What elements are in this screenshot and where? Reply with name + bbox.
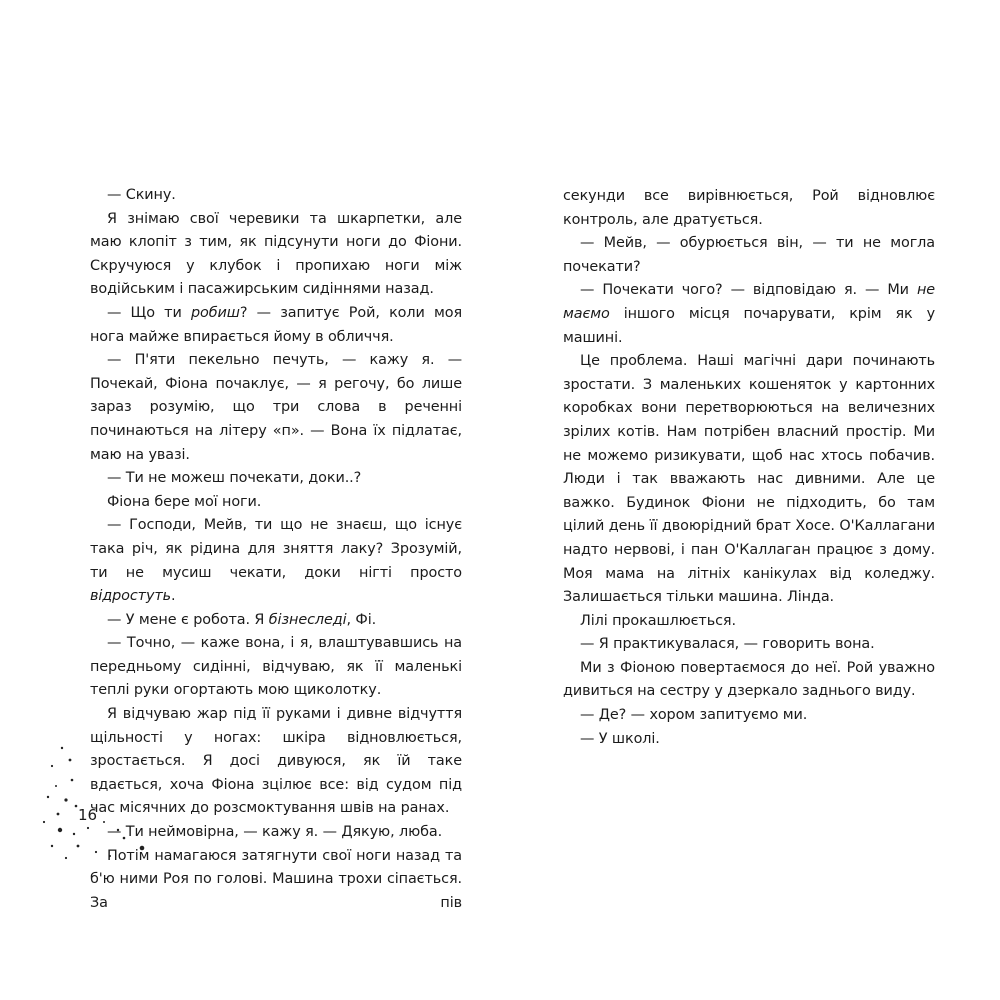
text-run: — Точно, — каже вона, і я, влаштувавшись на передньому сидінні, відчуваю, як її маленькі теплі руки огортають мою щиколотку. [90, 635, 462, 699]
text-run: — Я практикувалася, — говорить вона. [580, 636, 875, 653]
star-dot [43, 821, 45, 823]
italic-text: робиш [190, 304, 240, 321]
star-dot [65, 857, 67, 859]
paragraph [90, 632, 462, 703]
paragraph [90, 302, 462, 349]
paragraph [90, 208, 462, 302]
paragraph [90, 467, 462, 491]
page-number: 16 [78, 806, 98, 824]
paragraph [563, 232, 935, 279]
paragraph [90, 609, 462, 633]
text-run: Це проблема. Наші магічні дари починають зростати. З маленьких кошеняток у картонних коробках вони перетворюються на величезних зрілих котів. Нам потрібен власний простір. Ми не можемо ризикувати, щоб нас хтось побачив. Люди і так вважають нас дивними. Але це важко. Будинок Фіони не підходить, бо там цілий день її двоюрідний брат Хосе. О'Каллагани надто нервові, і пан О'Каллаган працює з дому. Моя мама на літніх канікулах від коледжу. Залишається тільки машина. Лінда. [563, 353, 935, 606]
paragraph [90, 821, 462, 845]
right-text-column [563, 185, 935, 751]
text-run: Ми з Фіоною повертаємося до неї. Рой уважно дивиться на сестру у дзеркало заднього виду. [563, 659, 935, 700]
star-dot [51, 845, 53, 847]
paragraph [563, 728, 935, 752]
text-run: Фіона бере мої ноги. [107, 493, 262, 510]
text-run: — Почекати чого? — відповідаю я. — Ми [580, 282, 917, 299]
italic-text: не маємо [563, 282, 935, 322]
paragraph [90, 845, 462, 916]
star-dot [47, 796, 49, 798]
star-dot [75, 805, 78, 808]
text-run: . [171, 588, 176, 605]
text-run: — Мейв, — обурюється він, — ти не могла почекати? [563, 235, 935, 275]
text-run: — П'яти пекельно печуть, — кажу я. — Почекай, Фіона почаклує, — я регочу, бо лише зараз розумію, що три слова в реченні починаються на літеру «п». — Вона їх підлатає, маю на увазі. [90, 352, 462, 463]
text-run: секунди все вирівнюється, Рой відновлює контроль, але дратується. [563, 188, 935, 228]
text-run: ? — запитує Рой, коли моя нога майже впирається йому в обличчя. [90, 304, 462, 345]
paragraph [90, 703, 462, 821]
text-run: Я відчуваю жар під її руками і дивне відчуття щільності у ногах: шкіра відновлюється, зростається. Я досі дивуюся, як їй таке вдається, хоча Фіона зцілює все: від судом під час місячних до розсмоктування швів на ранах. [90, 706, 462, 817]
star-dot [71, 779, 74, 782]
text-run: іншого місця почарувати, крім як у машині. [563, 305, 935, 346]
paragraph [563, 657, 935, 704]
paragraph [563, 633, 935, 657]
paragraph [90, 491, 462, 515]
paragraph [563, 279, 935, 350]
text-run: Лілі прокашлюється. [580, 612, 736, 629]
italic-text: бізнеследі [268, 611, 347, 628]
paragraph [563, 185, 935, 232]
star-dot [77, 845, 80, 848]
text-run: — Де? — хором запитуємо ми. [580, 707, 808, 724]
paragraph [563, 704, 935, 728]
text-run: , Фі. [346, 611, 377, 628]
star-dot [73, 833, 75, 835]
paragraph [90, 514, 462, 608]
text-run: Я знімаю свої черевики та шкарпетки, але маю клопіт з тим, як підсунути ноги до Фіони. Скручуюся у клубок і пропихаю ноги між водійським і пасажирським сидіннями назад. [90, 210, 462, 298]
text-run: — У школі. [580, 730, 660, 747]
star-dot [55, 785, 57, 787]
text-run: — Ти неймовірна, — кажу я. — Дякую, люба. [107, 824, 443, 841]
text-run: — Господи, Мейв, ти що не знаєш, що існує така річ, як рідина для зняття лаку? Зрозумій, ти не мусиш чекати, доки нігті просто [90, 517, 462, 581]
star-dot [61, 747, 63, 749]
star-dot [57, 813, 60, 816]
text-run: — Ти не можеш почекати, доки..? [107, 470, 362, 487]
star-dot [51, 765, 53, 767]
star-dot [58, 828, 62, 832]
paragraph [90, 349, 462, 467]
text-run: Потім намагаюся затягнути свої ноги назад та б'ю ними Роя по голові. Машина трохи сіпається. За пів [90, 847, 462, 911]
text-run: — Скину. [107, 187, 176, 203]
paragraph [563, 610, 935, 634]
text-run: — У мене є робота. Я [107, 611, 269, 628]
text-run: — Що ти [107, 304, 191, 321]
paragraph [563, 350, 935, 610]
paragraph [90, 184, 462, 208]
italic-text: відростуть [90, 588, 172, 605]
star-dot [87, 827, 89, 829]
star-dot [69, 759, 72, 762]
star-dot [64, 798, 67, 801]
left-text-column [90, 184, 462, 915]
